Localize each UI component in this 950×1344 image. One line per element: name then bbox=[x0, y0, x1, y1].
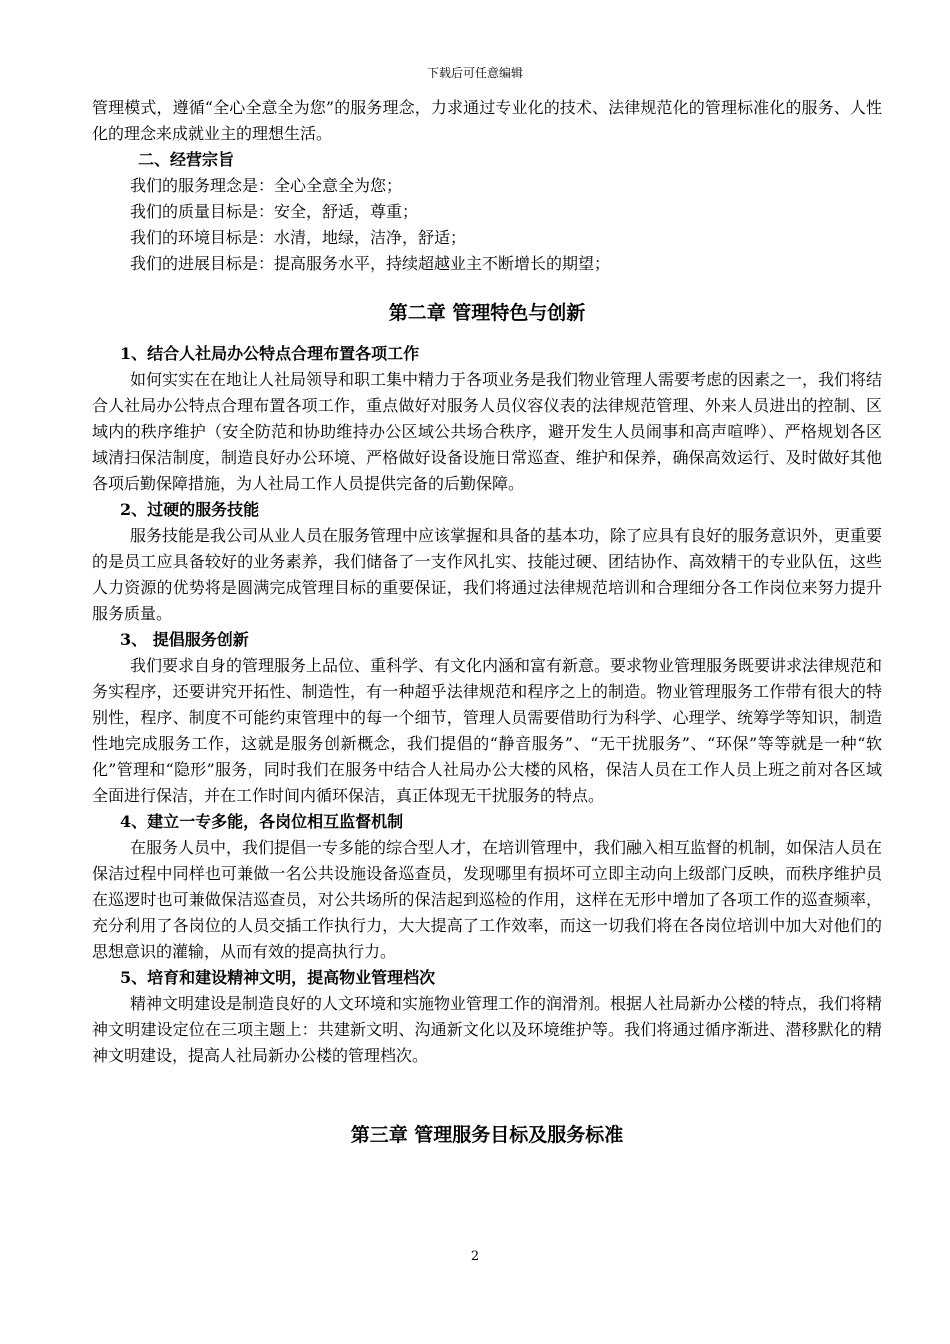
item-3-title: 3、 提倡服务创新 bbox=[120, 630, 249, 649]
item-5-paragraph: 精神文明建设是制造良好的人文环境和实施物业管理工作的润滑剂。根据人社局新办公楼的特点，我们将精神文明建设定位在三项主题上：共建新文明、沟通新文化以及环境维护等。我们将通过循序渐进、潜移默化的精神文明建设，提高人社局新办公楼的管理档次。 bbox=[92, 994, 883, 1065]
intro-paragraph: 管理模式，遵循“全心全意全为您”的服务理念，力求通过专业化的技术、法律规范化的管理标准化的服务、人性化的理念来成就业主的理想生活。 bbox=[92, 98, 882, 143]
page-number: 2 bbox=[470, 1249, 480, 1264]
quality-goal-line: 我们的质量目标是：安全，舒适，尊重； bbox=[130, 202, 419, 221]
item-4-paragraph: 在服务人员中，我们提倡一专多能的综合型人才，在培训管理中，我们融入相互监督的机制，如保洁人员在保洁过程中同样也可兼做一名公共设施设备巡查员，发现哪里有损坏可立即主动向上级部门反映，而秩序维护员在巡逻时也可兼做保洁巡查员，对公共场所的保洁起到巡检的作用，这样在无形中增加了各项工作的巡查频率，充分利用了各岗位的人员交插工作执行力，大大提高了工作效率，而这一切我们将在各岗位培训中加大对他们的思想意识的灌输，从而有效的提高执行力。 bbox=[92, 838, 883, 961]
item-5-title: 5、培育和建设精神文明，提高物业管理档次 bbox=[120, 968, 436, 987]
chapter-three-title: 第三章 管理服务目标及服务标准 bbox=[350, 1124, 624, 1146]
item-1-title: 1、结合人社局办公特点合理布置各项工作 bbox=[120, 344, 420, 363]
environment-goal-line: 我们的环境目标是：水清，地绿，洁净，舒适； bbox=[130, 228, 467, 247]
document-body bbox=[92, 95, 882, 1155]
item-2-title: 2、过硬的服务技能 bbox=[120, 500, 260, 519]
item-1-paragraph: 如何实实在在地让人社局领导和职工集中精力于各项业务是我们物业管理人需要考虑的因素之一，我们将结合人社局办公特点合理布置各项工作，重点做好对服务人员仪容仪表的法律规范管理、外来人员进出的控制、区域内的秩序维护（安全防范和协助维持办公区域公共场合秩序，避开发生人员闹事和高声喧哗）、严格规划各区域清扫保洁制度，制造良好办公环境、严格做好设备设施日常巡查、维护和保养，确保高效运行、及时做好其他各项后勤保障措施，为人社局工作人员提供完备的后勤保障。 bbox=[92, 370, 883, 493]
service-concept-line: 我们的服务理念是：全心全意全为您； bbox=[130, 176, 403, 195]
item-2-paragraph: 服务技能是我公司从业人员在服务管理中应该掌握和具备的基本功，除了应具有良好的服务意识外，更重要的是员工应具备较好的业务素养，我们储备了一支作风扎实、技能过硬、团结协作、高效精干的专业队伍，这些人力资源的优势将是圆满完成管理目标的重要保证，我们将通过法律规范培训和合理细分各工作岗位来努力提升服务质量。 bbox=[92, 526, 883, 623]
page-header: 下载后可任意编辑 bbox=[426, 66, 523, 80]
section-two-title: 二、经营宗旨 bbox=[138, 150, 235, 169]
item-3-paragraph: 我们要求自身的管理服务上品位、重科学、有文化内涵和富有新意。要求物业管理服务既要讲求法律规范和务实程序，还要讲究开拓性、制造性，有一种超乎法律规范和程序之上的制造。物业管理服务工作带有很大的特别性，程序、制度不可能约束管理中的每一个细节，管理人员需要借助行为科学、心理学、统筹学等知识，制造性地完成服务工作，这就是服务创新概念，我们提倡的“静音服务”、“无干扰服务”、“环保”等等就是一种“软化”管理和“隐形”服务，同时我们在服务中结合人社局办公大楼的风格，保洁人员在工作人员上班之前对各区域全面进行保洁，并在工作时间内循环保洁，真正体现无干扰服务的特点。 bbox=[92, 656, 883, 805]
chapter-two-title: 第二章 管理特色与创新 bbox=[388, 302, 586, 324]
item-4-title: 4、建立一专多能，各岗位相互监督机制 bbox=[120, 812, 404, 831]
development-goal-line: 我们的进展目标是：提高服务水平，持续超越业主不断增长的期望； bbox=[130, 254, 611, 273]
